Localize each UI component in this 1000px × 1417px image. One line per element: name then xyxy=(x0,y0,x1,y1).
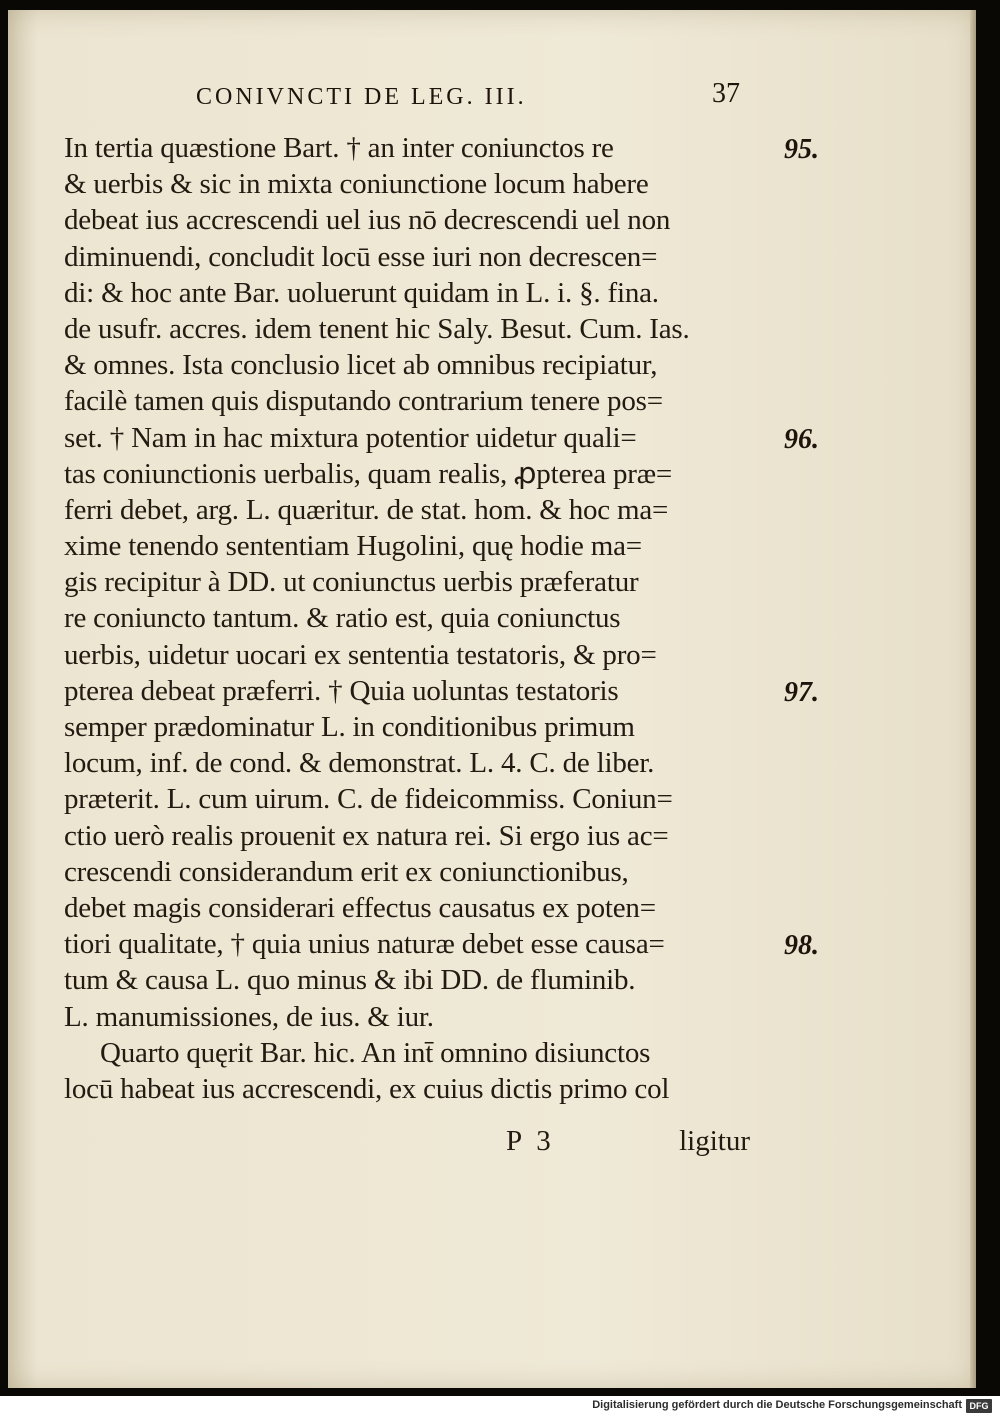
marginal-number: 95. xyxy=(784,134,819,165)
text-line: In tertia quæstione Bart. † an inter coniunctos re xyxy=(64,132,614,164)
page-footer xyxy=(64,1125,774,1165)
running-head xyxy=(188,78,748,124)
page-edge xyxy=(970,10,976,1388)
text-line: ferri debet, arg. L. quæritur. de stat. hom. & hoc ma= xyxy=(64,493,669,526)
text-line: & omnes. Ista conclusio licet ab omnibus recipiatur, xyxy=(64,349,658,382)
text-line: set. † Nam in hac mixtura potentior uidetur quali= xyxy=(64,421,637,454)
text-line: gis recipitur à DD. ut coniunctus uerbis præferatur xyxy=(64,566,639,599)
text-line: tum & causa L. quo minus & ibi DD. de fluminib. xyxy=(64,964,636,997)
marginal-number: 97. xyxy=(784,677,819,708)
text-line: locum, inf. de cond. & demonstrat. L. 4. C. de liber. xyxy=(64,747,655,780)
running-title: CONIVNCTI DE LEG. III. xyxy=(196,84,527,110)
text-line: de usufr. accres. idem tenent hic Saly. Besut. Cum. Ias. xyxy=(64,312,690,345)
text-line: ctio uerò realis prouenit ex natura rei. Si ergo ius ac= xyxy=(64,819,669,852)
text-line: crescendi considerandum erit ex coniunctionibus, xyxy=(64,855,629,888)
text-line: Quarto quęrit Bar. hic. An int̄ omnino disiunctos xyxy=(100,1036,651,1069)
book-page xyxy=(8,10,976,1388)
text-block xyxy=(64,130,774,1107)
text-line: uerbis, uidetur uocari ex sententia testatoris, & pro= xyxy=(64,638,657,671)
text-line: L. manumissiones, de ius. & iur. xyxy=(64,1000,434,1033)
text-line: & uerbis & sic in mixta coniunctione locum habere xyxy=(64,168,649,201)
text-line: diminuendi, concludit locū esse iuri non decrescen= xyxy=(64,240,658,273)
marginal-number: 98. xyxy=(784,930,819,962)
text-line: tiori qualitate, † quia unius naturæ debet esse causa= xyxy=(64,928,665,961)
marginal-number: 96. xyxy=(784,423,819,455)
text-line: debeat ius accrescendi uel ius nō decrescendi uel non xyxy=(64,204,671,237)
text-line: facilè tamen quis disputando contrarium tenere pos= xyxy=(64,385,663,418)
text-line: præterit. L. cum uirum. C. de fideicommiss. Coniun= xyxy=(64,783,673,816)
text-line: re coniuncto tantum. & ratio est, quia coniunctus xyxy=(64,602,621,635)
credit-text: Digitalisierung gefördert durch die Deutsche Forschungsgemeinschaft xyxy=(592,1399,962,1411)
text-line: pterea debeat præferri. † Quia uoluntas testatoris xyxy=(64,674,619,707)
catchword: ligitur xyxy=(679,1125,750,1157)
text-line: locū habeat ius accrescendi, ex cuius dictis primo col xyxy=(64,1072,670,1105)
text-line: di: & hoc ante Bar. uoluerunt quidam in L. i. §. fina. xyxy=(64,276,659,309)
text-line: xime tenendo sententiam Hugolini, quę hodie ma= xyxy=(64,530,642,563)
signature-mark: P 3 xyxy=(506,1125,555,1157)
text-line: semper prædominatur L. in conditionibus primum xyxy=(64,711,635,743)
text-line: tas coniunctionis uerbalis, quam realis, ꝓpterea præ= xyxy=(64,457,673,490)
text-line: debet magis considerari effectus causatus ex poten= xyxy=(64,891,656,924)
credit-bar xyxy=(0,1396,1000,1417)
folio-number: 37 xyxy=(712,78,740,109)
dfg-logo-icon: DFG xyxy=(966,1399,992,1413)
